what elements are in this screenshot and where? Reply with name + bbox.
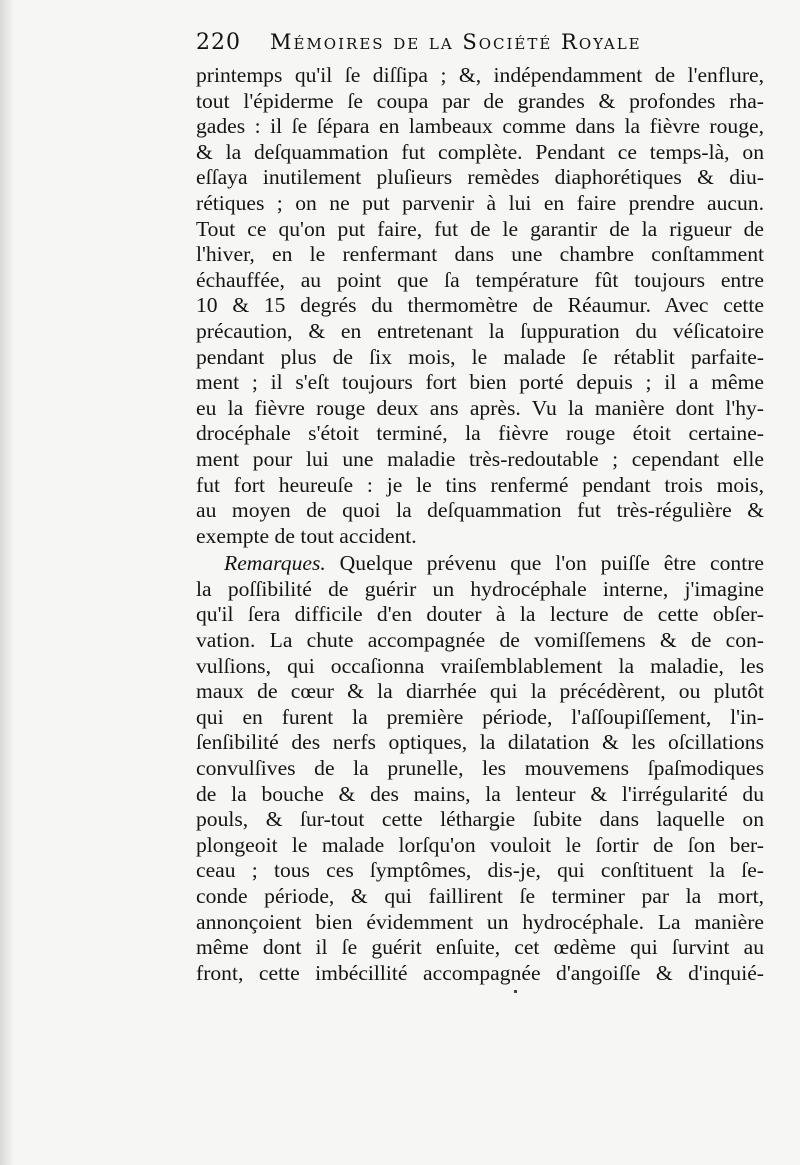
text-line: ſenſibilité des nerfs optiques, la dilatation & les oſcillations (196, 730, 764, 755)
text-line: eſſaya inutilement pluſieurs remèdes diaphorétiques & diu- (196, 165, 764, 190)
text-line: printemps qu'il ſe diſſipa ; &, indépendamment de l'enflure, (196, 63, 764, 87)
text-line: échauffée, au point que ſa température fût toujours entre (196, 267, 764, 292)
text-line: Tout ce qu'on put faire, fut de le garantir de la rigueur de (196, 216, 764, 241)
text-line: plongeoit le malade lorſqu'on vouloit le ſortir de ſon ber- (196, 832, 764, 857)
text-line: pendant plus de ſix mois, le malade ſe rétablit parfaite- (196, 344, 764, 369)
text-line: conde période, & qui faillirent ſe terminer par la mort, (196, 884, 764, 908)
running-title: Mémoires de la Société Royale (270, 30, 642, 54)
text-line: pouls, & ſur-tout cette léthargie ſubite dans laquelle on (196, 807, 764, 832)
text-line: vulſions, qui occaſionna vraiſemblablement la maladie, les (196, 653, 764, 678)
text-line: convulſives de la prunelle, les mouvemens ſpaſmodiques (196, 756, 764, 781)
text-line: même dont il ſe guérit enſuite, cet œdème qui ſurvint au (196, 935, 764, 960)
text-line: qu'il ſera difficile d'en douter à la lecture de cette obſer- (196, 602, 764, 627)
text-line: qui en furent la première période, l'aſſoupiſſement, l'in- (196, 704, 764, 729)
remarks-first-line-text: Quelque prévenu que l'on puiſſe être contre (339, 551, 764, 576)
text-line: l'hiver, en le renfermant dans une chambre conſtamment (196, 242, 764, 267)
text-line: au moyen de quoi la deſquammation fut très-régulière & (196, 498, 764, 523)
text-line: gades : il ſe ſépara en lambeaux comme dans la fièvre rouge, (196, 114, 764, 139)
remarks-first-line (196, 551, 764, 577)
text-line: rétiques ; on ne put parvenir à lui en faire prendre aucun. (196, 190, 764, 215)
text-line: ment pour lui une maladie très-redoutable ; cependant elle (196, 446, 764, 471)
text-line: exempte de tout accident. (196, 523, 417, 548)
text-line: vation. La chute accompagnée de vomiſſemens & de con- (196, 628, 764, 653)
text-line: de la bouche & des mains, la lenteur & l'irrégularité du (196, 781, 764, 806)
page-header (196, 30, 776, 60)
body-text (196, 63, 764, 986)
ink-speck (514, 990, 517, 993)
page-number: 220 (196, 30, 241, 55)
text-line: maux de cœur & la diarrhée qui la précédèrent, ou plutôt (196, 679, 764, 704)
text-line: eu la fièvre rouge deux ans après. Vu la manière dont l'hy- (196, 395, 764, 420)
text-line: front, cette imbécillité accompagnée d'angoiſſe & d'inquié- (196, 960, 764, 985)
text-line: tout l'épiderme ſe coupa par de grandes & profondes rha- (196, 88, 764, 113)
text-line: ment ; il s'eſt toujours fort bien porté depuis ; il a même (196, 370, 764, 395)
text-line: & la deſquammation fut complète. Pendant ce temps-là, on (196, 139, 764, 164)
text-line: la poſſibilité de guérir un hydrocéphale interne, j'imagine (196, 576, 764, 601)
text-line: 10 & 15 degrés du thermomètre de Réaumur. Avec cette (196, 293, 764, 318)
remarks-label: Remarques. (224, 551, 326, 576)
text-line: ceau ; tous ces ſymptômes, dis-je, qui conſtituent la ſe- (196, 858, 764, 883)
text-line: précaution, & en entretenant la ſuppuration du véſicatoire (196, 318, 764, 343)
text-line: drocéphale s'étoit terminé, la fièvre rouge étoit certaine- (196, 421, 764, 446)
text-line: fut fort heureuſe : je le tins renfermé pendant trois mois, (196, 472, 764, 497)
text-line: annonçoient bien évidemment un hydrocéphale. La manière (196, 909, 764, 934)
